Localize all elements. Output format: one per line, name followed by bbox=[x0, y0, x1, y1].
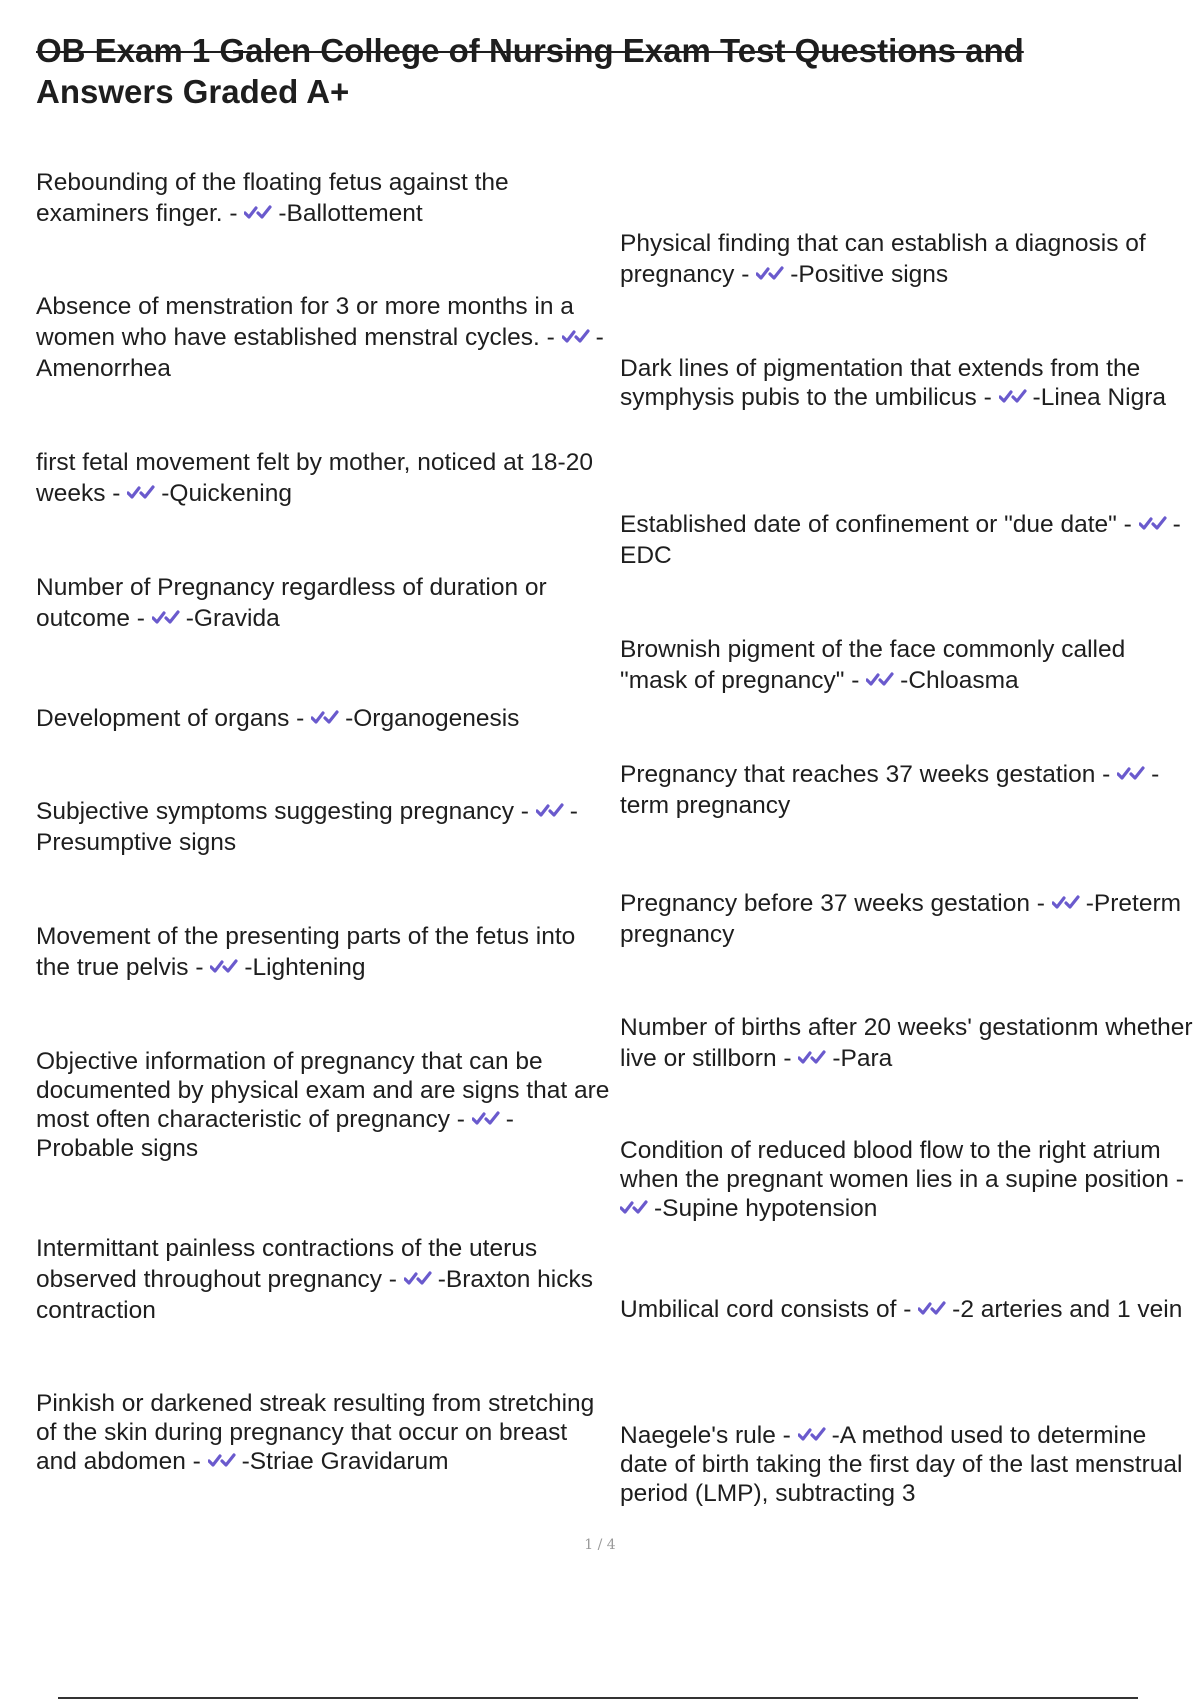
qa-card bbox=[620, 1421, 1195, 1508]
answer-text: -term pregnancy bbox=[620, 761, 1160, 819]
question-text: Number of births after 20 weeks' gestationm whether live or stillborn - bbox=[620, 1014, 1193, 1072]
answer-text: -2 arteries and 1 vein bbox=[952, 1296, 1183, 1323]
answer-text: -Supine hypotension bbox=[654, 1195, 878, 1222]
question-text: Pregnancy before 37 weeks gestation - bbox=[620, 890, 1045, 917]
qa-card bbox=[36, 447, 611, 509]
qa-card bbox=[620, 1136, 1195, 1223]
answer-text: -Positive signs bbox=[790, 261, 949, 288]
qa-card bbox=[620, 228, 1195, 290]
double-check-icon bbox=[866, 669, 894, 691]
qa-card bbox=[36, 1389, 611, 1476]
answer-text: -Para bbox=[832, 1045, 893, 1072]
question-text: Intermittant painless contractions of the uterus observed throughout pregnancy - bbox=[36, 1235, 538, 1293]
question-text: Pregnancy that reaches 37 weeks gestation - bbox=[620, 761, 1111, 788]
double-check-icon bbox=[620, 1197, 648, 1219]
answer-text: -Ballottement bbox=[278, 200, 423, 227]
title-line-1: OB Exam 1 Galen College of Nursing Exam Test Questions and bbox=[36, 32, 1024, 69]
double-check-icon bbox=[756, 263, 784, 285]
double-check-icon bbox=[208, 1450, 236, 1472]
document-title bbox=[36, 30, 1166, 112]
qa-card bbox=[620, 1012, 1195, 1074]
question-text: Physical finding that can establish a diagnosis of pregnancy - bbox=[620, 230, 1146, 288]
answer-text: -A method used to determine date of birth taking the first day of the last menstrual period (LMP), subtracting 3 bbox=[620, 1422, 1183, 1507]
answer-text: -Gravida bbox=[185, 605, 280, 632]
qa-card bbox=[36, 1233, 611, 1326]
question-text: Number of Pregnancy regardless of duration or outcome - bbox=[36, 574, 547, 632]
double-check-icon bbox=[244, 202, 272, 224]
answer-text: -Probable signs bbox=[36, 1106, 514, 1162]
qa-card bbox=[36, 167, 611, 229]
double-check-icon bbox=[1117, 763, 1145, 785]
double-check-icon bbox=[1052, 892, 1080, 914]
title-line-2: Answers Graded A+ bbox=[36, 73, 350, 110]
qa-card bbox=[620, 888, 1195, 950]
double-check-icon bbox=[1139, 513, 1167, 535]
answer-text: -Lightening bbox=[244, 954, 366, 981]
question-text: Subjective symptoms suggesting pregnancy - bbox=[36, 798, 529, 825]
answer-text: -Presumptive signs bbox=[36, 798, 578, 856]
double-check-icon bbox=[404, 1268, 432, 1290]
double-check-icon bbox=[536, 800, 564, 822]
answer-text: -Linea Nigra bbox=[1032, 384, 1167, 411]
question-text: Naegele's rule - bbox=[620, 1422, 791, 1449]
double-check-icon bbox=[918, 1298, 946, 1320]
answer-text: -Striae Gravidarum bbox=[241, 1448, 449, 1475]
question-text: Established date of confinement or "due date" - bbox=[620, 511, 1132, 538]
question-text: Development of organs - bbox=[36, 705, 305, 732]
answer-text: -Chloasma bbox=[900, 667, 1019, 694]
double-check-icon bbox=[798, 1047, 826, 1069]
double-check-icon bbox=[798, 1424, 826, 1446]
qa-card bbox=[36, 291, 611, 384]
double-check-icon bbox=[127, 482, 155, 504]
answer-text: -EDC bbox=[620, 511, 1181, 569]
answer-text: -Preterm pregnancy bbox=[620, 890, 1182, 948]
double-check-icon bbox=[311, 707, 339, 729]
answer-text: -Organogenesis bbox=[345, 705, 520, 732]
question-text: Condition of reduced blood flow to the right atrium when the pregnant women lies in a supine position - bbox=[620, 1137, 1184, 1193]
double-check-icon bbox=[472, 1108, 500, 1130]
qa-card bbox=[620, 509, 1195, 571]
double-check-icon bbox=[152, 607, 180, 629]
double-check-icon bbox=[562, 326, 590, 348]
qa-card bbox=[620, 634, 1195, 696]
qa-card bbox=[620, 759, 1195, 821]
double-check-icon bbox=[999, 386, 1027, 408]
question-text: Objective information of pregnancy that can be documented by physical exam and are signs that are most often characteristic of pregnancy - bbox=[36, 1048, 610, 1133]
double-check-icon bbox=[210, 956, 238, 978]
qa-card bbox=[620, 1295, 1195, 1324]
answer-text: -Braxton hicks contraction bbox=[36, 1266, 593, 1324]
qa-card bbox=[36, 921, 611, 983]
question-text: first fetal movement felt by mother, noticed at 18-20 weeks - bbox=[36, 449, 593, 507]
question-text: Absence of menstration for 3 or more months in a women who have established menstral cycles. - bbox=[36, 293, 574, 351]
qa-card bbox=[36, 572, 611, 634]
answer-text: -Amenorrhea bbox=[36, 324, 604, 382]
question-text: Pinkish or darkened streak resulting from stretching of the skin during pregnancy that occur on breast and abdomen - bbox=[36, 1390, 595, 1475]
qa-card bbox=[36, 1047, 611, 1163]
question-text: Umbilical cord consists of - bbox=[620, 1296, 912, 1323]
question-text: Movement of the presenting parts of the fetus into the true pelvis - bbox=[36, 923, 576, 981]
qa-card bbox=[36, 703, 611, 734]
qa-card bbox=[36, 796, 611, 858]
page-number: 1 / 4 bbox=[584, 1537, 616, 1553]
qa-card bbox=[620, 354, 1195, 412]
answer-text: -Quickening bbox=[161, 480, 292, 507]
question-text: Rebounding of the floating fetus against the examiners finger. - bbox=[36, 169, 509, 227]
footer-rule bbox=[58, 1697, 1138, 1699]
question-text: Dark lines of pigmentation that extends from the symphysis pubis to the umbilicus - bbox=[620, 355, 1141, 411]
question-text: Brownish pigment of the face commonly called "mask of pregnancy" - bbox=[620, 636, 1126, 694]
